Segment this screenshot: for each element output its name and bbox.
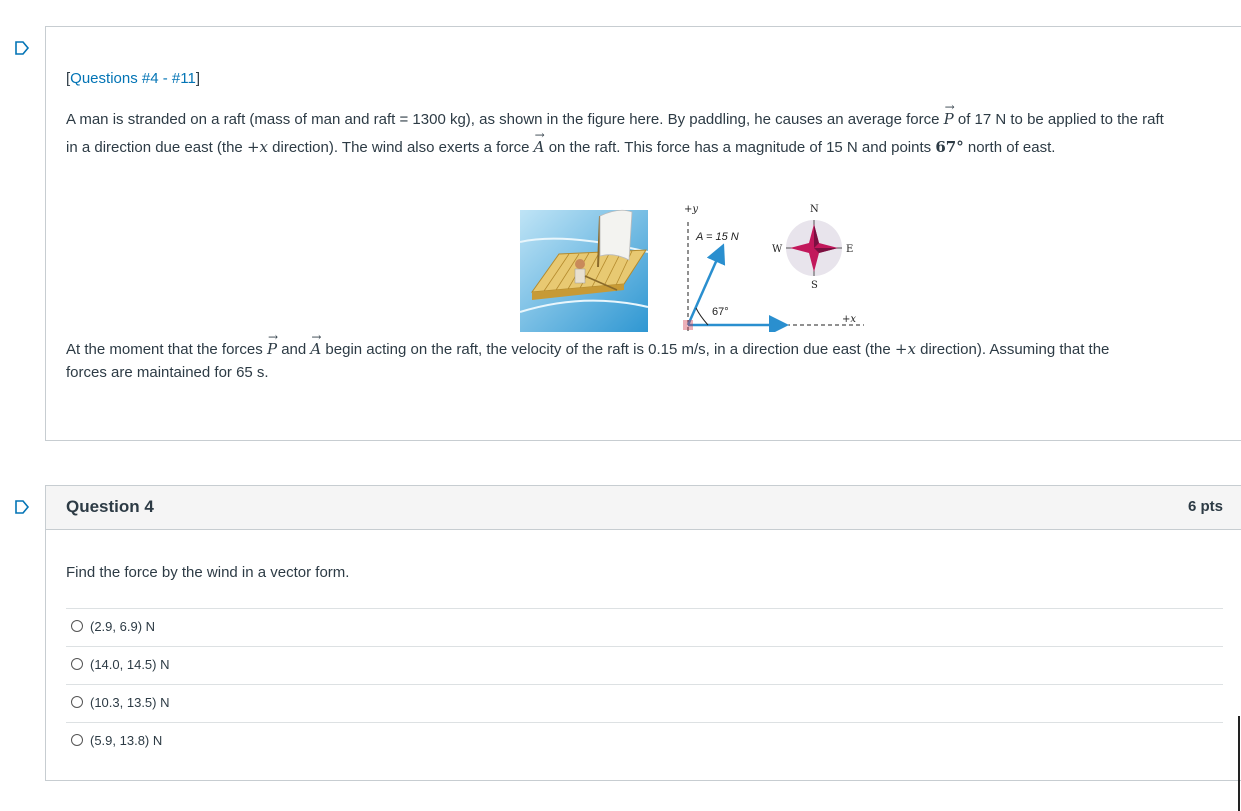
problem-line-1: A man is stranded on a raft (mass of man and raft = 1300 kg), as shown in the figure here. By paddling, he causes an average force → P of 17 N to be applied to the raft (66, 105, 1226, 134)
radio-button[interactable] (71, 658, 83, 670)
radio-button[interactable] (71, 696, 83, 708)
raft-force-diagram (474, 172, 874, 332)
vector-a: → A (534, 133, 545, 161)
radio-button[interactable] (71, 620, 83, 632)
compass-east: E (846, 244, 854, 255)
problem-line-3: At the moment that the forces → P and → A begin acting on the raft, the velocity of the raft is 0.15 m/s, in a direction due east (the +x direction). Assuming that the (66, 335, 1226, 364)
problem-line-4: forces are maintained for 65 s. (66, 364, 269, 381)
plus-x-symbol: +x (894, 340, 916, 358)
vector-a: → A (310, 335, 321, 363)
question-points: 6 pts (1187, 498, 1223, 515)
compass-north: N (810, 204, 819, 215)
a-vector-label: A = 15 N (696, 231, 739, 243)
angle-arc (696, 308, 708, 325)
answer-label[interactable]: (5.9, 13.8) N (90, 733, 163, 748)
answer-label[interactable]: (10.3, 13.5) N (90, 695, 170, 710)
flag-question-icon[interactable] (14, 499, 30, 515)
angle-value: 67° (935, 138, 964, 156)
vector-p: → P (267, 335, 277, 363)
y-axis-label: +y (684, 204, 699, 215)
questions-range-link: Questions #4 - #11 (70, 70, 196, 87)
questions-range-title: [Questions #4 - #11] (66, 70, 200, 87)
problem-line-2: in a direction due east (the +x direction). The wind also exerts a force → A on the raft. This force has a magnitude of 15 N and points 67° north of east. (66, 133, 1226, 162)
answer-option[interactable] (66, 646, 1223, 684)
question-prompt: Find the force by the wind in a vector form. (66, 564, 350, 581)
vector-p: → P (944, 105, 954, 133)
answer-option[interactable] (66, 684, 1223, 722)
question-4-panel (45, 485, 1241, 781)
answer-option[interactable] (66, 722, 1223, 760)
angle-label: 67° (712, 306, 729, 318)
compass-rose (772, 204, 853, 291)
scroll-edge-divider (1238, 716, 1240, 811)
answer-option[interactable] (66, 608, 1223, 646)
answer-label[interactable]: (2.9, 6.9) N (90, 619, 156, 634)
answer-list (66, 608, 1223, 760)
question-header (46, 486, 1241, 530)
x-axis-label: +x (842, 314, 857, 325)
compass-south: S (811, 280, 818, 291)
flag-question-icon[interactable] (14, 40, 30, 56)
compass-west: W (772, 244, 783, 255)
plus-x-symbol: +x (246, 138, 268, 156)
question-name: Question 4 (66, 497, 154, 516)
raft-illustration (520, 210, 648, 332)
radio-button[interactable] (71, 734, 83, 746)
questions-intro-panel (45, 26, 1241, 441)
answer-label[interactable]: (14.0, 14.5) N (90, 657, 170, 672)
